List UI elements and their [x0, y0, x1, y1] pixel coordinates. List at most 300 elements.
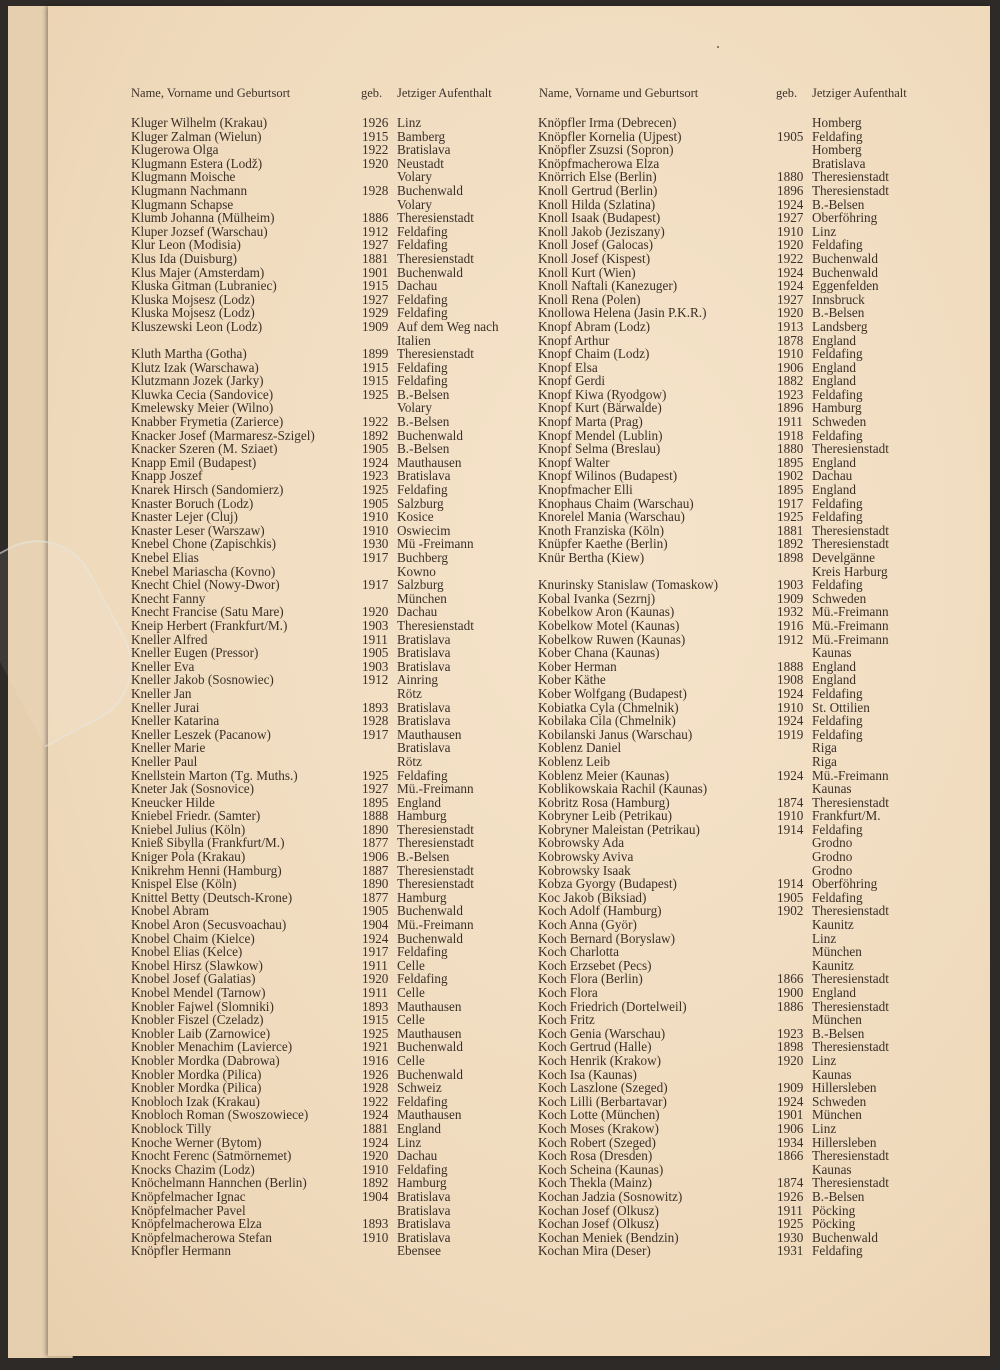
list-entry [131, 252, 531, 266]
entry-name: Knorelel Mania (Warschau) [538, 509, 685, 525]
entry-birth-year: 1924 [777, 685, 804, 701]
entry-birth-year: 1924 [362, 1107, 389, 1123]
entry-residence: München [812, 1012, 862, 1028]
entry-residence: Theresienstadt [812, 522, 889, 538]
entry-residence: Feldafing [812, 495, 863, 511]
entry-residence: Buchenwald [397, 1066, 463, 1082]
list-entry [538, 823, 938, 837]
entry-birth-year: 1903 [362, 617, 389, 633]
list-entry [131, 238, 531, 252]
entry-residence: Feldafing [812, 427, 863, 443]
list-entry [131, 836, 531, 850]
entry-birth-year: 1910 [777, 699, 804, 715]
entry-residence: Feldafing [812, 1243, 863, 1259]
entry-birth-year: 1892 [362, 427, 389, 443]
entry-birth-year: 1924 [777, 196, 804, 212]
entry-residence: Mü.-Freimann [397, 917, 474, 933]
list-entry [131, 279, 531, 293]
list-entry [538, 401, 938, 415]
entry-name: Knöpfler Hermann [131, 1243, 231, 1259]
entry-birth-year: 1920 [362, 604, 389, 620]
entry-name: Klugmann Schapse [131, 196, 234, 212]
entry-name: Knöpfler Kornelia (Ujpest) [538, 128, 682, 144]
list-entry [538, 1027, 938, 1041]
list-entry [538, 429, 938, 443]
entry-residence: Theresienstadt [812, 1175, 889, 1191]
entry-name: Koblenz Meier (Kaunas) [538, 767, 670, 783]
entry-name: Kobryner Leib (Petrikau) [538, 808, 673, 824]
entry-birth-year: 1914 [777, 821, 804, 837]
entry-name: Kluska Gitman (Lubraniec) [131, 278, 277, 294]
entry-birth-year: 1922 [362, 142, 389, 158]
entry-birth-year: 1895 [362, 794, 389, 810]
entry-residence: Mauthausen [397, 454, 462, 470]
entry-name: Knophaus Chaim (Warschau) [538, 495, 694, 511]
entry-residence: Feldafing [397, 359, 448, 375]
entry-name: Kneller Paul [131, 753, 198, 769]
entry-residence: Kaunitz [812, 917, 854, 933]
list-entry [538, 1190, 938, 1204]
entry-name: Kniger Pola (Krakau) [131, 849, 246, 865]
entry-name: Klutzmann Jozek (Jarky) [131, 373, 264, 389]
list-entry [131, 429, 531, 443]
entry-residence: B.-Belsen [397, 441, 450, 457]
entry-name: Kobza Gyorgy (Budapest) [538, 876, 677, 892]
entry-name: Knobel Mendel (Tarnow) [131, 985, 266, 1000]
entry-name: Knobel Hirsz (Slawkow) [131, 957, 263, 973]
list-entry [131, 1013, 531, 1027]
entry-birth-year: 1881 [362, 1120, 389, 1136]
entry-name: Koch Isa (Kaunas) [538, 1066, 637, 1082]
entry-birth-year: 1903 [777, 577, 804, 593]
list-entry [131, 1204, 531, 1218]
entry-residence: Linz [812, 1052, 837, 1068]
list-entry [131, 605, 531, 619]
entry-name: Knurinsky Stanislaw (Tomaskow) [538, 577, 719, 593]
entry-residence: Homberg [812, 115, 862, 130]
list-entry [131, 1136, 531, 1150]
entry-name: Knopf Elsa [538, 359, 598, 375]
entry-name: Kneller Jurai [131, 699, 200, 715]
entry-name: Klugmann Estera (Lodž) [131, 155, 263, 171]
list-entry [131, 1149, 531, 1163]
entry-name: Kochan Meniek (Bendzin) [538, 1229, 679, 1245]
list-entry [538, 483, 938, 497]
entry-name: Knoll Gertrud (Berlin) [538, 182, 658, 198]
entry-name: Koch Moses (Krakow) [538, 1120, 659, 1136]
entry-name: Kneller Marie [131, 740, 206, 756]
entry-birth-year: 1912 [362, 223, 389, 239]
entry-birth-year: 1924 [777, 278, 804, 294]
entry-residence: England [812, 985, 856, 1000]
right-column [538, 116, 938, 1258]
list-entry [131, 184, 531, 198]
list-entry [538, 320, 938, 334]
entry-residence: Feldafing [812, 713, 863, 729]
entry-residence: Feldafing [812, 509, 863, 525]
entry-residence: Salzburg [397, 495, 444, 511]
entry-name: Knoth Franziska (Köln) [538, 522, 664, 538]
entry-name: Klugmann Nachmann [131, 182, 248, 198]
header-name: Name, Vorname und Geburtsort [539, 86, 699, 100]
entry-residence: Feldafing [397, 1093, 448, 1109]
entry-residence: Bratislava [397, 142, 451, 158]
list-entry [131, 1190, 531, 1204]
list-entry [131, 972, 531, 986]
list-entry [131, 1027, 531, 1041]
entry-residence: B.-Belsen [812, 196, 865, 212]
entry-residence: Frankfurt/M. [812, 808, 881, 824]
entry-birth-year: 1881 [777, 522, 804, 538]
entry-name: Koch Anna (Györ) [538, 917, 637, 933]
entry-name: Knellstein Marton (Tg. Muths.) [131, 767, 298, 783]
list-entry [538, 959, 938, 973]
entry-name: Koch Fritz [538, 1012, 595, 1028]
entry-residence: Hillersleben [812, 1080, 877, 1096]
list-entry [131, 796, 531, 810]
entry-birth-year: 1911 [362, 631, 388, 647]
list-entry [538, 1204, 938, 1218]
entry-birth-year: 1878 [777, 332, 804, 348]
header-year: geb. [776, 86, 798, 100]
entry-birth-year: 1874 [777, 1175, 804, 1191]
entry-name: Kneller Leszek (Pacanow) [131, 726, 271, 742]
list-entry [131, 1081, 531, 1095]
list-entry [538, 904, 938, 918]
entry-name: Kneller Eugen (Pressor) [131, 645, 259, 661]
header-year: geb. [361, 86, 383, 100]
list-entry [538, 537, 938, 551]
entry-residence: Kaunitz [812, 957, 854, 973]
entry-name: Knobel Elias (Kelce) [131, 944, 243, 960]
entry-birth-year: 1905 [362, 441, 389, 457]
entry-name: Knaster Boruch (Lodz) [131, 495, 254, 511]
entry-name: Knopf Kiwa (Ryodgow) [538, 386, 667, 402]
entry-name: Knebel Mariascha (Kovno) [131, 563, 276, 579]
entry-name: Knobloch Izak (Krakau) [131, 1093, 260, 1109]
entry-birth-year: 1917 [777, 495, 804, 511]
entry-birth-year: 1880 [777, 441, 804, 457]
list-entry [538, 565, 938, 579]
list-entry [131, 592, 531, 606]
list-entry [131, 904, 531, 918]
entry-birth-year: 1924 [362, 930, 389, 946]
entry-residence: Landsberg [812, 318, 868, 334]
entry-name: Knobler Fajwel (Slomniki) [131, 998, 274, 1014]
entry-residence: Dachau [812, 468, 853, 484]
entry-residence: Theresienstadt [397, 835, 474, 851]
entry-name: Koch Lilli (Berbartavar) [538, 1093, 667, 1109]
entry-birth-year: 1929 [362, 305, 389, 321]
entry-name: Knobloch Roman (Swoszowiece) [131, 1107, 309, 1123]
list-entry [538, 252, 938, 266]
entry-residence: Feldafing [812, 685, 863, 701]
list-entry [538, 388, 938, 402]
entry-name: Kobrowsky Aviva [538, 849, 634, 865]
entry-birth-year: 1886 [362, 210, 389, 226]
entry-birth-year: 1905 [777, 889, 804, 905]
entry-birth-year: 1887 [362, 862, 389, 878]
entry-residence: B.-Belsen [397, 849, 450, 865]
list-entry [538, 170, 938, 184]
entry-residence: St. Ottilien [812, 699, 870, 715]
list-entry [131, 891, 531, 905]
entry-birth-year: 1924 [777, 713, 804, 729]
entry-birth-year: 1925 [362, 386, 389, 402]
list-entry [538, 116, 938, 130]
entry-name: Koch Robert (Szeged) [538, 1134, 656, 1150]
entry-birth-year: 1906 [777, 1120, 804, 1136]
entry-residence: Italien [397, 332, 431, 348]
entry-birth-year: 1909 [777, 1080, 804, 1096]
list-entry [131, 1054, 531, 1068]
entry-name: Knöpfelmacher Ignac [131, 1188, 246, 1204]
entry-residence: München [812, 1107, 862, 1123]
list-entry [538, 633, 938, 647]
entry-residence: Theresienstadt [812, 971, 889, 987]
entry-name: Knür Bertha (Kiew) [538, 550, 645, 565]
list-entry [131, 483, 531, 497]
entry-birth-year: 1916 [777, 617, 804, 633]
entry-birth-year: 1927 [362, 781, 389, 797]
list-entry [131, 374, 531, 388]
list-entry [131, 456, 531, 470]
list-entry [131, 524, 531, 538]
header-place: Jetziger Aufenthalt [812, 86, 907, 100]
entry-residence: England [812, 332, 856, 348]
entry-name: Kluska Mojsesz (Lodz) [131, 305, 255, 321]
list-entry [131, 673, 531, 687]
entry-name: Knöpfelmacher Pavel [131, 1202, 246, 1218]
entry-residence: Riga [812, 740, 837, 756]
entry-birth-year: 1910 [362, 1161, 389, 1177]
entry-birth-year: 1925 [362, 1025, 389, 1041]
entry-name: Knittel Betty (Deutsch-Krone) [131, 889, 293, 905]
entry-birth-year: 1866 [777, 1148, 804, 1164]
entry-birth-year: 1909 [777, 590, 804, 606]
list-entry [538, 1244, 938, 1258]
list-entry [131, 211, 531, 225]
entry-birth-year: 1925 [362, 482, 389, 498]
entry-name: Koch Scheina (Kaunas) [538, 1161, 664, 1177]
list-entry [131, 728, 531, 742]
entry-residence: Feldafing [397, 767, 448, 783]
entry-name: Knobel Aron (Secusvoachau) [131, 917, 287, 933]
entry-name: Kobelkow Ruwen (Kaunas) [538, 631, 686, 647]
list-entry [538, 279, 938, 293]
entry-birth-year: 1909 [362, 318, 389, 334]
entry-residence: Buchenwald [812, 250, 878, 266]
entry-name: Kneip Herbert (Frankfurt/M.) [131, 617, 288, 633]
list-entry [538, 1013, 938, 1027]
entry-residence: Grodno [812, 862, 853, 878]
entry-residence: Feldafing [397, 944, 448, 960]
entry-residence: Schweden [812, 590, 867, 606]
entry-residence: Celle [397, 957, 425, 973]
entry-residence: Bratislava [397, 1188, 451, 1204]
entry-birth-year: 1899 [362, 346, 389, 362]
entry-name: Kober Wolfgang (Budapest) [538, 685, 687, 701]
list-entry [131, 320, 531, 334]
entry-name: Knapp Joszef [131, 468, 203, 484]
entry-name: Knobler Menachim (Lavierce) [131, 1039, 293, 1055]
entry-name: Kobrowsky Ada [538, 835, 625, 851]
entry-name: Knacker Szeren (M. Sziaet) [131, 441, 278, 457]
entry-name: Kniebel Julius (Köln) [131, 821, 246, 837]
entry-residence: Dachau [397, 1148, 438, 1164]
list-entry [131, 741, 531, 755]
entry-name: Kneller Alfred [131, 631, 208, 647]
entry-birth-year: 1926 [777, 1188, 804, 1204]
entry-birth-year: 1881 [362, 250, 389, 266]
entry-residence: Develgänne [812, 550, 875, 565]
list-entry [131, 687, 531, 701]
entry-residence: Linz [397, 1134, 422, 1150]
list-entry [538, 769, 938, 783]
list-entry [131, 959, 531, 973]
entry-name: Knöpfler Zsuzsi (Sopron) [538, 142, 674, 158]
entry-birth-year: 1906 [777, 359, 804, 375]
list-entry [538, 1054, 938, 1068]
entry-birth-year: 1911 [777, 1202, 803, 1218]
entry-birth-year: 1886 [777, 998, 804, 1014]
entry-residence: B.-Belsen [812, 1025, 865, 1041]
entry-birth-year: 1915 [362, 1012, 389, 1028]
list-entry [131, 1068, 531, 1082]
entry-birth-year: 1901 [777, 1107, 804, 1123]
entry-birth-year: 1925 [777, 509, 804, 525]
entry-residence: B.-Belsen [397, 414, 450, 430]
entry-birth-year: 1917 [362, 550, 389, 565]
entry-residence: England [812, 373, 856, 389]
entry-residence: England [397, 794, 441, 810]
dust-mark [717, 46, 719, 48]
entry-residence: Theresienstadt [397, 346, 474, 362]
entry-residence: Rötz [397, 753, 422, 769]
entry-birth-year: 1920 [362, 1148, 389, 1164]
list-entry [131, 306, 531, 320]
entry-name: Klugerowa Olga [131, 142, 219, 158]
entry-residence: Kaunas [812, 1066, 852, 1082]
entry-residence: England [812, 658, 856, 674]
entry-residence: Feldafing [812, 237, 863, 253]
entry-residence: Linz [397, 115, 422, 130]
entry-birth-year: 1893 [362, 699, 389, 715]
list-entry [538, 211, 938, 225]
entry-residence: Feldafing [397, 291, 448, 307]
list-entry [538, 157, 938, 171]
entry-birth-year: 1928 [362, 182, 389, 198]
entry-residence: Schweden [812, 414, 867, 430]
entry-residence: Theresienstadt [812, 998, 889, 1014]
entry-name: Kneller Katarina [131, 713, 220, 729]
entry-name: Knacker Josef (Marmaresz-Szigel) [131, 427, 315, 443]
entry-name: Koblenz Leib [538, 753, 611, 769]
entry-name: Koch Rosa (Dresden) [538, 1148, 653, 1164]
list-entry [131, 334, 531, 348]
list-entry [538, 442, 938, 456]
entry-residence: Buchenwald [812, 264, 878, 280]
entry-residence: Mü.-Freimann [812, 617, 889, 633]
list-entry [538, 1149, 938, 1163]
entry-residence: Feldafing [397, 1161, 448, 1177]
list-entry [538, 782, 938, 796]
entry-residence: Theresienstadt [397, 876, 474, 892]
entry-residence: Theresienstadt [397, 862, 474, 878]
entry-name: Kochan Josef (Olkusz) [538, 1202, 659, 1218]
entry-residence: Mauthausen [397, 1025, 462, 1041]
entry-residence: Theresienstadt [397, 821, 474, 837]
entry-residence: Buchenwald [397, 930, 463, 946]
entry-name: Knopf Abram (Lodz) [538, 318, 651, 334]
list-entry [131, 1231, 531, 1245]
entry-birth-year: 1905 [362, 645, 389, 661]
entry-residence: Mü.-Freimann [812, 767, 889, 783]
entry-name: Kluwka Cecia (Sandovice) [131, 386, 274, 402]
list-entry [538, 986, 938, 1000]
list-entry [538, 1040, 938, 1054]
entry-residence: Pöcking [812, 1202, 856, 1218]
entry-birth-year: 1888 [777, 658, 804, 674]
list-entry [131, 198, 531, 212]
header-name: Name, Vorname und Geburtsort [131, 86, 291, 100]
list-entry [538, 864, 938, 878]
entry-name: Knöpfmacherowa Elza [538, 155, 660, 171]
entry-residence: Theresienstadt [812, 169, 889, 185]
entry-name: Klus Ida (Duisburg) [131, 250, 237, 266]
entry-residence: Kaunas [812, 645, 852, 661]
entry-name: Knebel Chone (Zapischkis) [131, 536, 277, 552]
entry-name: Knöchelmann Hannchen (Berlin) [131, 1175, 307, 1191]
list-entry [538, 130, 938, 144]
entry-name: Knopf Selma (Breslau) [538, 441, 661, 457]
entry-birth-year: 1919 [777, 726, 804, 742]
list-entry [538, 334, 938, 348]
list-entry [538, 1122, 938, 1136]
entry-residence: Feldafing [397, 305, 448, 321]
list-entry [538, 578, 938, 592]
entry-name: Knoll Rena (Polen) [538, 291, 641, 307]
entry-residence: Feldafing [397, 971, 448, 987]
list-entry [131, 864, 531, 878]
entry-birth-year: 1916 [362, 1052, 389, 1068]
list-entry [538, 266, 938, 280]
entry-name: Knüpfer Kaethe (Berlin) [538, 536, 668, 552]
list-entry [131, 918, 531, 932]
entry-residence: Kosice [397, 509, 434, 525]
entry-name: Kober Chana (Kaunas) [538, 645, 660, 661]
entry-residence: Theresienstadt [812, 536, 889, 552]
list-entry [538, 510, 938, 524]
entry-birth-year: 1882 [777, 373, 804, 389]
entry-residence: Linz [812, 223, 837, 239]
entry-residence: B.-Belsen [812, 1188, 865, 1204]
entry-name: Kochan Josef (Olkusz) [538, 1216, 659, 1232]
entry-birth-year: 1904 [362, 1188, 389, 1204]
entry-residence: Kreis Harburg [812, 563, 888, 579]
entry-name: Knocht Ferenc (Satmörnemet) [131, 1148, 292, 1164]
entry-name: Kobilaka Cila (Chmelnik) [538, 713, 676, 729]
entry-residence: Kowno [397, 563, 436, 579]
entry-birth-year: 1895 [777, 454, 804, 470]
list-entry [131, 442, 531, 456]
entry-birth-year: 1893 [362, 1216, 389, 1232]
entry-residence: Volary [397, 169, 432, 185]
entry-residence: Eggenfelden [812, 278, 879, 294]
list-entry [538, 809, 938, 823]
entry-birth-year: 1905 [362, 903, 389, 919]
entry-name: Knobler Mordka (Pilica) [131, 1066, 262, 1082]
